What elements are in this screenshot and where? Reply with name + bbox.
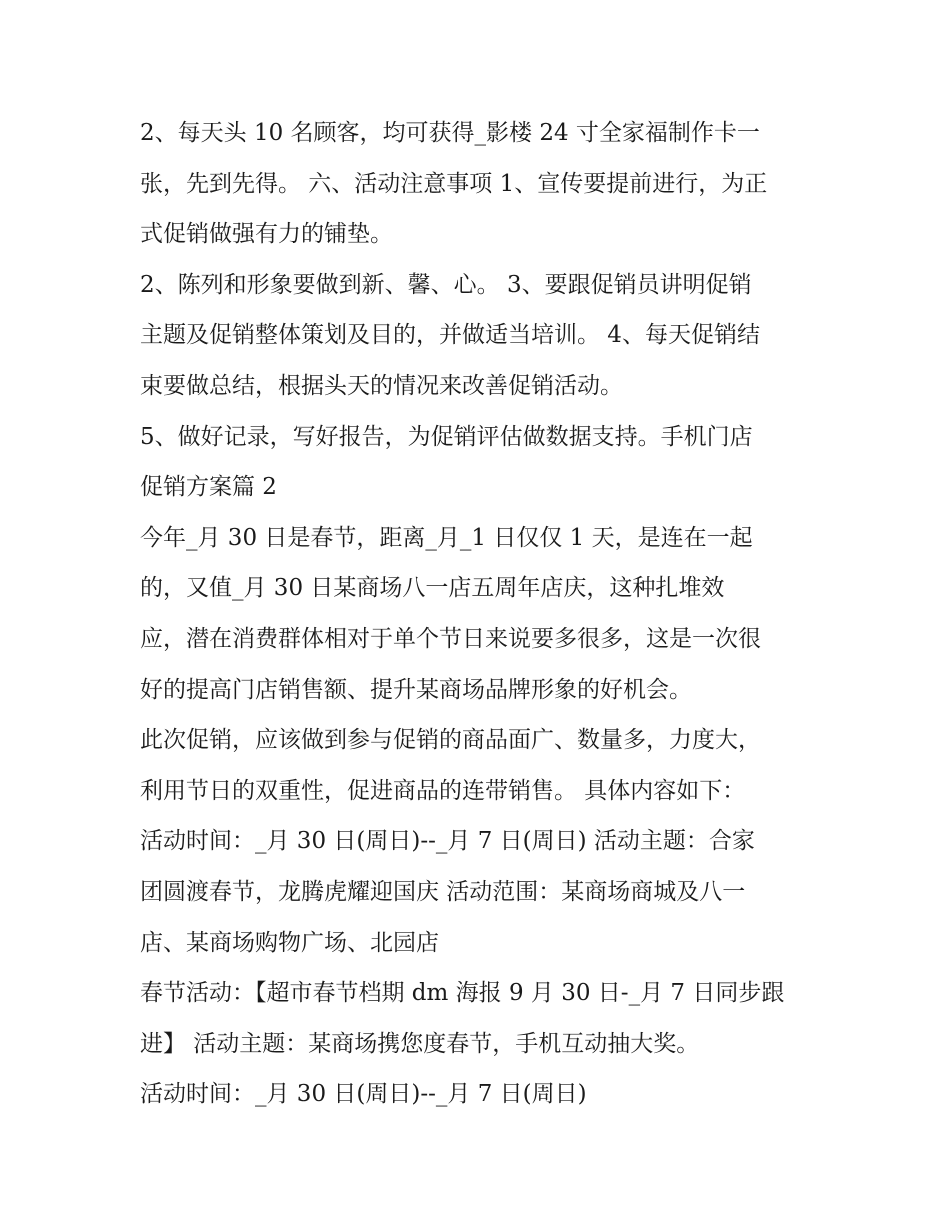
text-line: 束要做总结，根据头天的情况来改善促销活动。 — [140, 372, 623, 399]
text-line: 活动时间：_月 30 日(周日)--_月 7 日(周日) — [140, 1081, 587, 1108]
text-line: 春节活动：【超市春节档期 dm 海报 9 月 30 日-_月 7 日同步跟 — [140, 980, 785, 1007]
text-line: 2、每天头 10 名顾客，均可获得_影楼 24 寸全家福制作卡一 — [140, 120, 760, 146]
text-line: 式促销做强有力的铺垫。 — [140, 221, 393, 248]
text-line: 主题及促销整体策划及目的，并做适当培训。 4、每天促销结 — [140, 322, 760, 349]
text-line: 店、某商场购物广场、北园店 — [140, 929, 439, 956]
text-line: 的，又值_月 30 日某商场八一店五周年店庆，这种扎堆效 — [140, 575, 725, 602]
text-line: 好的提高门店销售额、提升某商场品牌形象的好机会。 — [140, 676, 692, 703]
document-body — [140, 108, 815, 1120]
text-line: 利用节日的双重性，促进商品的连带销售。 具体内容如下： — [140, 777, 746, 804]
text-line: 团圆渡春节，龙腾虎耀迎国庆 活动范围：某商场商城及八一 — [140, 878, 746, 905]
text-line: 应，潜在消费群体相对于单个节日来说要多很多，这是一次很 — [140, 625, 761, 652]
text-line: 进】 活动主题：某商场携您度春节，手机互动抽大奖。 — [140, 1030, 700, 1057]
text-line: 2、陈列和形象要做到新、馨、心。 3、要跟促销员讲明促销 — [140, 271, 752, 298]
section-heading: 促销方案篇 2 — [140, 474, 277, 501]
text-line: 今年_月 30 日是春节，距离_月_1 日仅仅 1 天，是连在一起 — [140, 524, 753, 551]
text-line: 张，先到先得。 六、活动注意事项 1、宣传要提前进行，为正 — [140, 170, 768, 197]
text-line: 此次促销，应该做到参与促销的商品面广、数量多，力度大， — [140, 727, 761, 754]
text-line: 活动时间：_月 30 日(周日)--_月 7 日(周日) 活动主题：合家 — [140, 828, 755, 855]
text-line: 5、做好记录，写好报告，为促销评估做数据支持。手机门店 — [140, 423, 753, 450]
